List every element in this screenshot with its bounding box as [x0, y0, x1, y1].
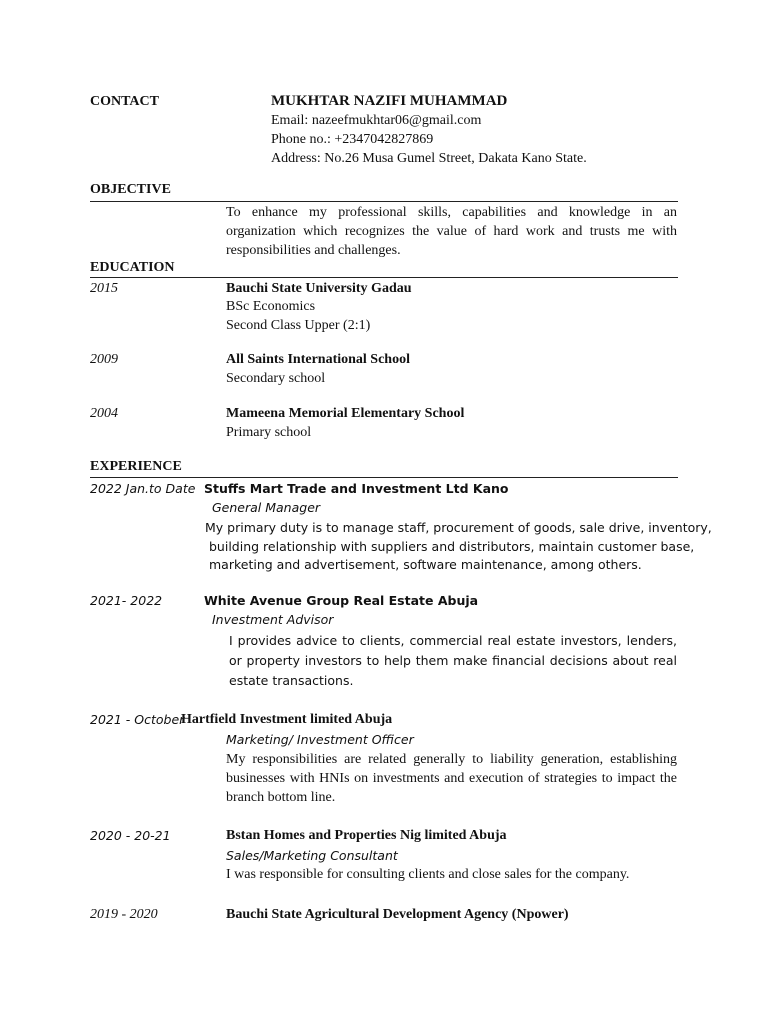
experience-company: Bstan Homes and Properties Nig limited Abuja — [226, 828, 507, 843]
education-divider — [90, 277, 678, 278]
phone-text: Phone no.: +2347042827869 — [271, 132, 434, 147]
address-text: Address: No.26 Musa Gumel Street, Dakata Kano State. — [271, 151, 587, 166]
experience-date: 2021- 2022 — [90, 593, 163, 608]
education-level: Primary school — [226, 425, 312, 440]
experience-date: 2021 - October — [90, 712, 185, 727]
experience-divider — [90, 477, 678, 478]
education-year: 2009 — [90, 352, 118, 367]
experience-date: 2022 Jan.to Date — [90, 481, 196, 496]
experience-date: 2020 - 20-21 — [90, 828, 171, 843]
objective-divider — [90, 201, 678, 202]
experience-company: Hartfield Investment limited Abuja — [181, 712, 393, 727]
experience-company: White Avenue Group Real Estate Abuja — [204, 593, 479, 608]
education-school: Bauchi State University Gadau — [226, 281, 412, 296]
candidate-name: MUKHTAR NAZIFI MUHAMMAD — [271, 93, 508, 109]
experience-description: I was responsible for consulting clients and close sales for the company. — [226, 867, 630, 882]
experience-role: Marketing/ Investment Officer — [226, 732, 414, 747]
experience-role: Investment Advisor — [212, 612, 334, 627]
experience-description: My responsibilities are related generally to liability generation, establishing businesses with HNIs on investments and execution of strategies to impact the branch bottom line. — [226, 752, 677, 805]
education-level: Secondary school — [226, 371, 326, 386]
education-year: 2015 — [90, 281, 118, 296]
experience-description: I provides advice to clients, commercial real estate investors, lenders, or property investors to help them make financial decisions about real estate transactions. — [229, 633, 677, 688]
experience-role: Sales/Marketing Consultant — [226, 848, 398, 863]
experience-role: General Manager — [212, 500, 321, 515]
experience-heading: EXPERIENCE — [90, 459, 182, 474]
education-degree: BSc Economics — [226, 299, 316, 314]
experience-date: 2019 - 2020 — [90, 907, 158, 922]
education-grade: Second Class Upper (2:1) — [226, 318, 371, 333]
education-school: All Saints International School — [226, 352, 410, 367]
experience-company: Bauchi State Agricultural Development Agency (Npower) — [226, 907, 569, 922]
experience-description — [205, 519, 712, 575]
description-line: building relationship with suppliers and distributors, maintain customer base, — [209, 538, 695, 554]
objective-heading: OBJECTIVE — [90, 182, 171, 197]
contact-heading: CONTACT — [90, 94, 159, 109]
objective-text: To enhance my professional skills, capabilities and knowledge in an organization which recognizes the value of hard work and trusts me with responsibilities and challenges. — [226, 205, 677, 258]
education-school: Mameena Memorial Elementary School — [226, 406, 465, 421]
email-text: Email: nazeefmukhtar06@gmail.com — [271, 113, 482, 128]
experience-company: Stuffs Mart Trade and Investment Ltd Kano — [204, 481, 509, 496]
education-year: 2004 — [90, 406, 118, 421]
education-heading: EDUCATION — [90, 260, 175, 275]
description-line: My primary duty is to manage staff, procurement of goods, sale drive, inventory, — [205, 520, 712, 535]
description-line: marketing and advertisement, software maintenance, among others. — [209, 557, 642, 572]
